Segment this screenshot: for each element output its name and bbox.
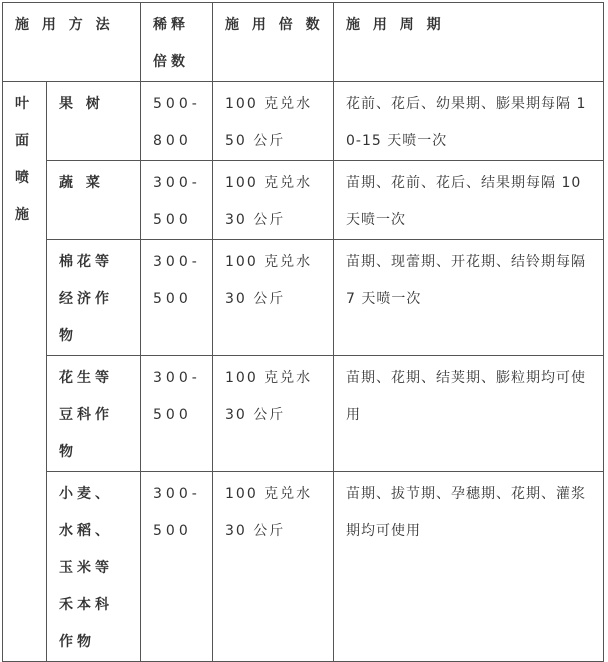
dose-line: 50 公斤: [225, 133, 286, 149]
dose-line: 30 公斤: [225, 212, 286, 228]
dilution-cell: [141, 356, 213, 472]
dilution-cell: [141, 472, 213, 662]
header-row: [3, 3, 604, 82]
crop-cell: 蔬 菜: [47, 161, 141, 240]
side-label-char: 施: [15, 207, 29, 223]
dose-cell: [213, 240, 334, 356]
period-cell: 苗期、现蕾期、开花期、结铃期每隔 7 天喷一次: [334, 240, 604, 356]
table-row: [3, 161, 604, 240]
dilution-cell: [141, 161, 213, 240]
dilution-line: 300-: [153, 486, 201, 502]
dose-cell: [213, 472, 334, 662]
table-row: [3, 472, 604, 662]
dose-line: 100 克兑水: [225, 370, 313, 386]
dilution-cell: [141, 82, 213, 161]
period-cell: 苗期、花前、花后、结果期每隔 10 天喷一次: [334, 161, 604, 240]
period-cell: 苗期、花期、结荚期、膨粒期均可使用: [334, 356, 604, 472]
dose-line: 30 公斤: [225, 523, 286, 539]
dose-line: 30 公斤: [225, 291, 286, 307]
dose-line: 100 克兑水: [225, 254, 313, 270]
dose-cell: [213, 356, 334, 472]
period-cell: 苗期、拔节期、孕穗期、花期、灌浆期均可使用: [334, 472, 604, 662]
dilution-line: 500-: [153, 96, 201, 112]
crop-cell: 小麦、水稻、玉米等禾本科作物: [47, 472, 141, 662]
dilution-line: 500: [153, 407, 192, 423]
side-label-char: 面: [15, 133, 29, 149]
side-label-char: 喷: [15, 170, 29, 186]
application-table: [2, 2, 604, 662]
table-row: [3, 240, 604, 356]
side-label-char: 叶: [15, 96, 29, 112]
side-label-foliar-spray: [3, 82, 47, 662]
dose-line: 100 克兑水: [225, 96, 313, 112]
dose-line: 100 克兑水: [225, 486, 313, 502]
dilution-line: 300-: [153, 370, 201, 386]
dilution-cell: [141, 240, 213, 356]
table-row: [3, 356, 604, 472]
period-cell: 花前、花后、幼果期、膨果期每隔 10-15 天喷一次: [334, 82, 604, 161]
crop-cell: 果 树: [47, 82, 141, 161]
dose-cell: [213, 161, 334, 240]
crop-cell: 棉花等经济作物: [47, 240, 141, 356]
table-row: [3, 82, 604, 161]
header-dilution-label: 稀释倍数: [153, 17, 189, 70]
dilution-line: 500: [153, 291, 192, 307]
dose-line: 100 克兑水: [225, 175, 313, 191]
dilution-line: 500: [153, 523, 192, 539]
dilution-line: 300-: [153, 175, 201, 191]
dose-line: 30 公斤: [225, 407, 286, 423]
dose-cell: [213, 82, 334, 161]
header-dilution: [141, 3, 213, 82]
crop-cell: 花生等豆科作物: [47, 356, 141, 472]
header-period: 施 用 周 期: [334, 3, 604, 82]
dilution-line: 800: [153, 133, 192, 149]
dilution-line: 300-: [153, 254, 201, 270]
header-dose: 施 用 倍 数: [213, 3, 334, 82]
header-method: 施 用 方 法: [3, 3, 141, 82]
dilution-line: 500: [153, 212, 192, 228]
